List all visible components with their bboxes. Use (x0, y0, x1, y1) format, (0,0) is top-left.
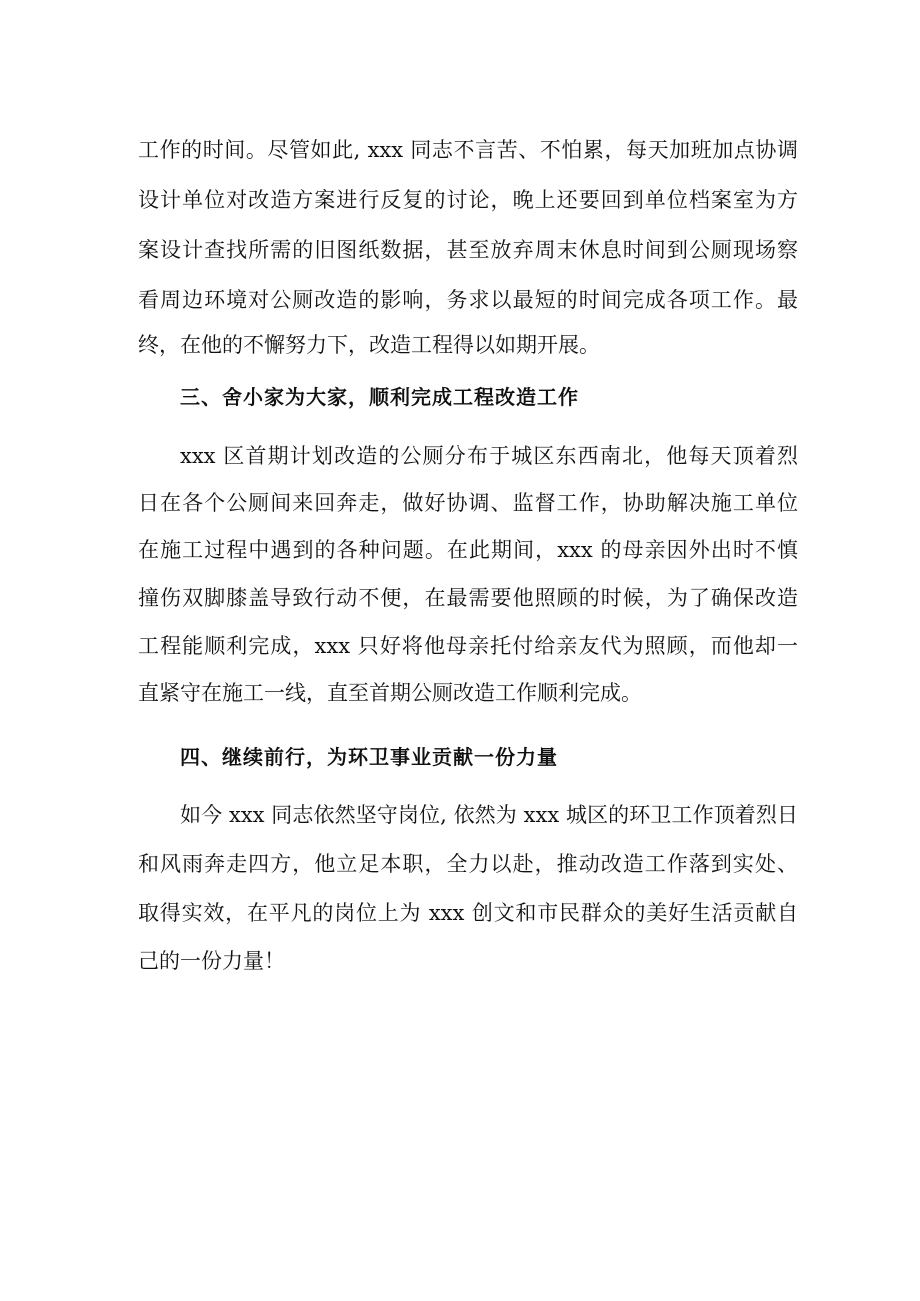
paragraph-line: 直紧守在施工一线，直至首期公厕改造工作顺利完成。 (138, 681, 642, 705)
paragraph-line: 案设计查找所需的旧图纸数据，甚至放弃周末休息时间到公厕现场察 (138, 238, 798, 262)
paragraph-line: 看周边环境对公厕改造的影响，务求以最短的时间完成各项工作。最 (138, 288, 798, 312)
paragraph-line: 日在各个公厕间来回奔走，做好协调、监督工作，协助解决施工单位 (138, 491, 798, 515)
paragraph-line: 终，在他的不懈努力下，改造工程得以如期开展。 (138, 333, 600, 357)
paragraph-line: 工程能顺利完成，xxx 只好将他母亲托付给亲友代为照顾，而他却一 (138, 634, 798, 658)
paragraph-line: 取得实效，在平凡的岗位上为 xxx 创文和市民群众的美好生活贡献自 (138, 901, 798, 925)
paragraph-line: 在施工过程中遇到的各种问题。在此期间，xxx 的母亲因外出时不慎 (138, 538, 798, 562)
paragraph-line: xxx 区首期计划改造的公厕分布于城区东西南北，他每天顶着烈 (180, 444, 798, 468)
paragraph-line: 设计单位对改造方案进行反复的讨论，晚上还要回到单位档案室为方 (138, 188, 798, 212)
paragraph-line: 如今 xxx 同志依然坚守岗位, 依然为 xxx 城区的环卫工作顶着烈日 (180, 803, 798, 827)
section-heading-4: 四、继续前行，为环卫事业贡献一份力量 (180, 745, 558, 769)
paragraph-line: 撞伤双脚膝盖导致行动不便，在最需要他照顾的时候，为了确保改造 (138, 586, 798, 610)
section-heading-3: 三、舍小家为大家，顺利完成工程改造工作 (180, 385, 579, 409)
paragraph-line: 工作的时间。尽管如此, xxx 同志不言苦、不怕累，每天加班加点协调 (138, 138, 798, 162)
paragraph-line: 和风雨奔走四方，他立足本职，全力以赴，推动改造工作落到实处、 (138, 852, 798, 876)
paragraph-line: 己的一份力量！ (138, 949, 285, 973)
